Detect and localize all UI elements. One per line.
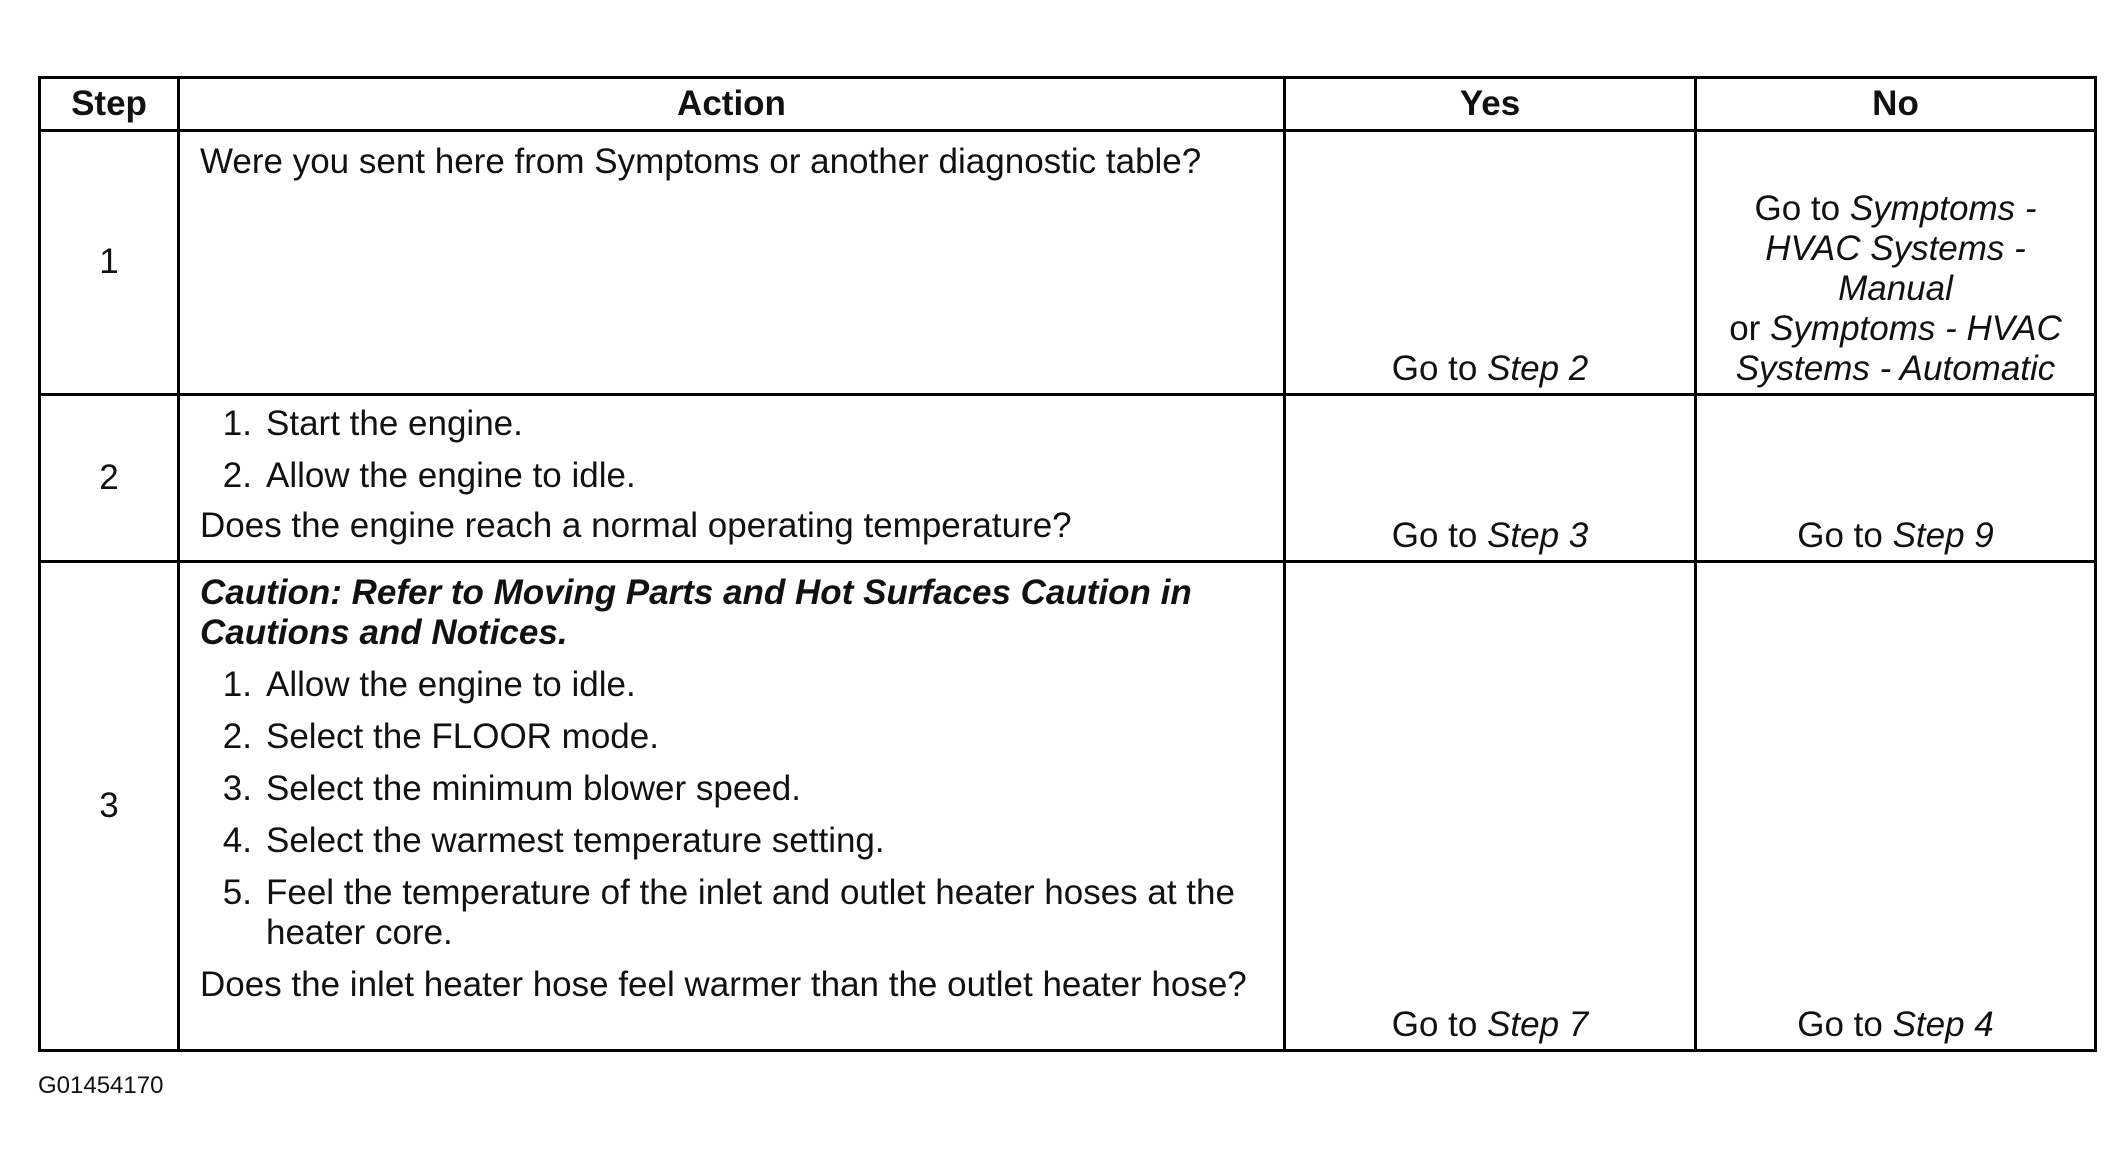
item-text: Allow the engine to idle. [266, 455, 636, 495]
action-question: Were you sent here from Symptoms or another diagnostic table? [200, 142, 1202, 181]
list-item [200, 665, 1263, 705]
item-text: Allow the engine to idle. [266, 664, 636, 704]
no-prefix: Go to [1797, 1005, 1893, 1044]
header-yes: Yes [1285, 78, 1696, 131]
table-row [40, 394, 2096, 561]
action-list [200, 665, 1263, 953]
list-item [200, 404, 1263, 444]
yes-cell [1285, 394, 1696, 561]
step-number: 2 [40, 394, 179, 561]
step-number: 1 [40, 131, 179, 395]
action-cell [179, 394, 1285, 561]
no-prefix: Go to [1797, 515, 1893, 555]
action-cell [179, 561, 1285, 1050]
item-number: 2. [222, 716, 252, 756]
header-action: Action [179, 78, 1285, 131]
list-item [200, 769, 1263, 809]
header-row [40, 78, 2096, 131]
yes-prefix: Go to [1391, 515, 1488, 555]
list-item [200, 456, 1263, 496]
item-number: 5. [222, 872, 252, 912]
no-cell [1696, 131, 2096, 395]
action-list [200, 404, 1263, 496]
action-cell [179, 131, 1285, 395]
item-number: 4. [222, 820, 252, 860]
item-number: 1. [222, 403, 252, 443]
yes-cell [1285, 561, 1696, 1050]
item-number: 2. [222, 455, 252, 495]
header-step: Step [40, 78, 179, 131]
yes-prefix: Go to [1391, 348, 1488, 388]
action-question: Does the inlet heater hose feel warmer than the outlet heater hose? [200, 964, 1247, 1004]
yes-step-link[interactable]: Step 7 [1487, 1005, 1589, 1044]
item-text: Select the minimum blower speed. [266, 768, 801, 808]
no-cell [1696, 561, 2096, 1050]
no-symptoms-automatic-link[interactable]: Symptoms - HVAC Systems - Automatic [1735, 308, 2062, 388]
action-question: Does the engine reach a normal operating temperature? [200, 505, 1072, 545]
item-text: Start the engine. [266, 403, 523, 443]
list-item [200, 717, 1263, 757]
caution-text: Caution: Refer to Moving Parts and Hot Surfaces Caution in Cautions and Notices. [200, 572, 1192, 652]
item-text: Feel the temperature of the inlet and outlet heater hoses at the heater core. [266, 872, 1235, 952]
step-number: 3 [40, 561, 179, 1050]
no-step-link[interactable]: Step 9 [1892, 515, 1994, 555]
no-step-link[interactable]: Step 4 [1892, 1005, 1994, 1044]
yes-step-link[interactable]: Step 2 [1487, 348, 1589, 388]
list-item [200, 873, 1263, 953]
yes-step-link[interactable]: Step 3 [1487, 515, 1589, 555]
no-cell [1696, 394, 2096, 561]
figure-id: G01454170 [38, 1072, 164, 1099]
no-or-prefix: or [1729, 308, 1771, 348]
item-number: 1. [222, 664, 252, 704]
list-item [200, 821, 1263, 861]
item-text: Select the FLOOR mode. [266, 716, 659, 756]
diagnostic-table [38, 76, 2097, 1052]
table-row [40, 561, 2096, 1050]
no-symptoms-manual-link[interactable]: Symptoms - HVAC Systems - Manual [1765, 188, 2037, 308]
no-prefix: Go to [1754, 188, 1850, 228]
header-no: No [1696, 78, 2096, 131]
yes-prefix: Go to [1391, 1005, 1488, 1044]
item-number: 3. [222, 768, 252, 808]
table-row [40, 131, 2096, 395]
yes-cell [1285, 131, 1696, 395]
item-text: Select the warmest temperature setting. [266, 820, 885, 860]
